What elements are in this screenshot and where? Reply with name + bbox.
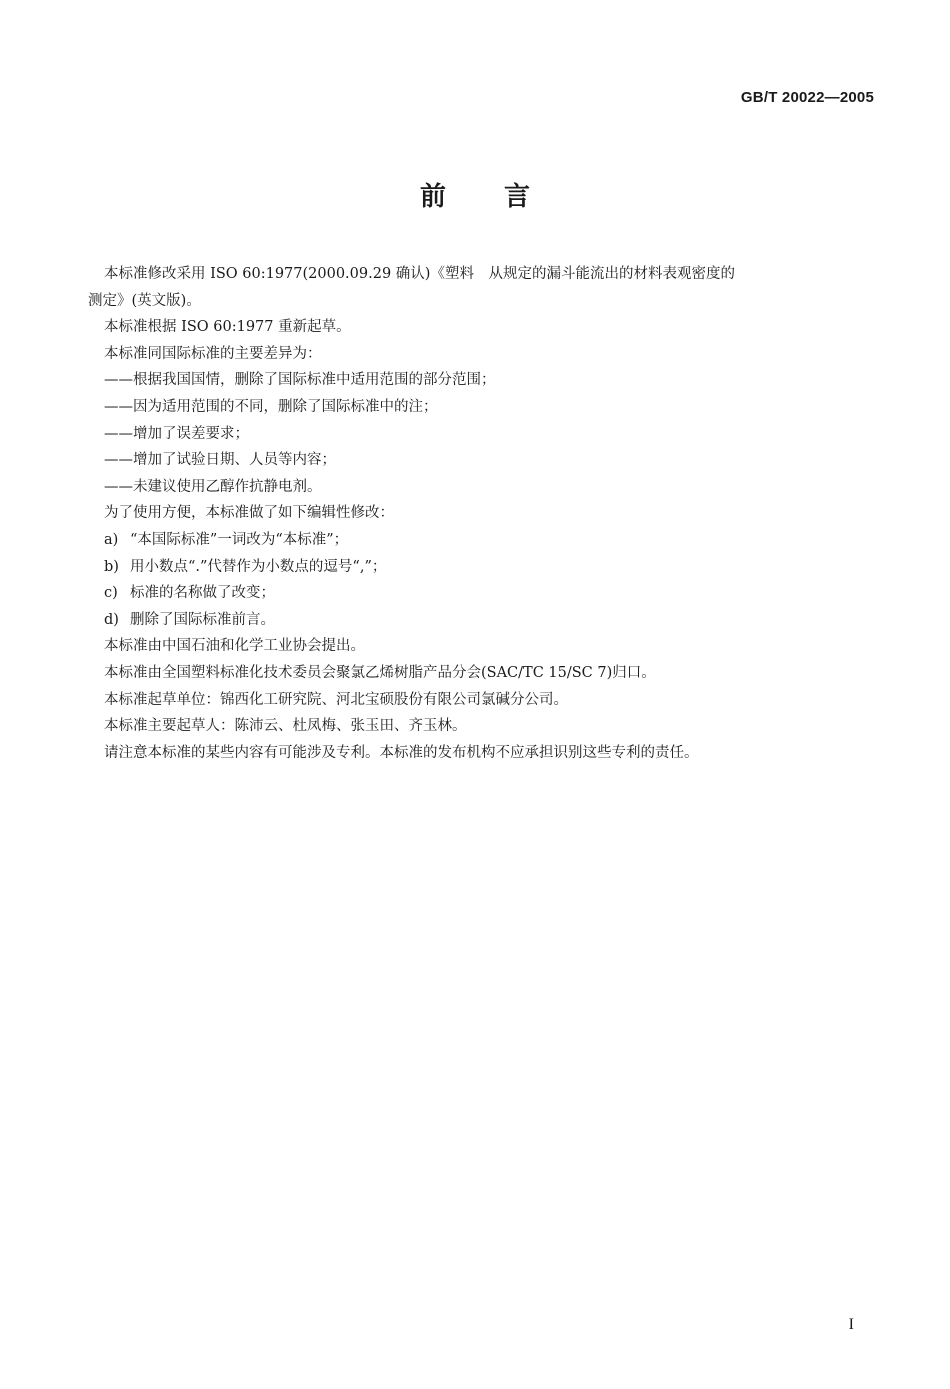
paragraph-patent-notice: 请注意本标准的某些内容有可能涉及专利。本标准的发布机构不应承担识别这些专利的责任。 <box>104 744 699 761</box>
item-label: c) <box>104 585 118 602</box>
editorial-item-b <box>104 554 880 581</box>
difference-item: ——增加了误差要求； <box>104 425 249 442</box>
standard-code: GB/T 20022—2005 <box>740 89 874 106</box>
paragraph-drafters: 本标准主要起草人：陈沛云、杜凤梅、张玉田、齐玉林。 <box>104 718 467 735</box>
item-text: 标准的名称做了改变； <box>130 585 275 602</box>
difference-item: ——因为适用范围的不同，删除了国际标准中的注； <box>104 398 438 415</box>
item-text: 用小数点“.”代替作为小数点的逗号“,”； <box>130 558 387 575</box>
difference-item: ——根据我国国情，删除了国际标准中适用范围的部分范围； <box>104 372 496 389</box>
title-char-1: 前 <box>419 182 446 212</box>
title-char-2: 言 <box>504 182 531 212</box>
difference-item: ——未建议使用乙醇作抗静电剂。 <box>104 478 322 495</box>
paragraph-differences-intro: 本标准同国际标准的主要差异为： <box>104 345 322 362</box>
item-label: d) <box>104 611 119 628</box>
paragraph-editorial-intro: 为了使用方便，本标准做了如下编辑性修改： <box>104 505 394 522</box>
foreword-body <box>88 261 880 766</box>
paragraph-centralized-by: 本标准由全国塑料标准化技术委员会聚氯乙烯树脂产品分会(SAC/TC 15/SC 7)归口。 <box>104 664 656 681</box>
paragraph-drafting-units: 本标准起草单位：锦西化工研究院、河北宝硕股份有限公司氯碱分公司。 <box>104 691 568 708</box>
item-label: a) <box>104 531 119 548</box>
editorial-item-a <box>104 527 880 554</box>
paragraph-redrafted: 本标准根据 ISO 60:1977 重新起草。 <box>104 319 351 336</box>
paragraph-adoption-line1: 本标准修改采用 ISO 60:1977(2000.09.29 确认)《塑料 从规定的漏斗能流出的材料表观密度的 <box>104 266 735 282</box>
editorial-item-c <box>104 580 880 607</box>
item-text: 删除了国际标准前言。 <box>130 611 275 628</box>
item-text: “本国际标准”一词改为“本标准”； <box>130 531 349 548</box>
paragraph-adoption-line2: 测定》(英文版)。 <box>88 292 201 309</box>
page-number: I <box>848 1316 854 1333</box>
page-title <box>0 176 950 213</box>
difference-item: ——增加了试验日期、人员等内容； <box>104 452 336 469</box>
paragraph-proposed-by: 本标准由中国石油和化学工业协会提出。 <box>104 638 365 655</box>
editorial-item-d <box>104 607 880 634</box>
item-label: b) <box>104 558 119 575</box>
